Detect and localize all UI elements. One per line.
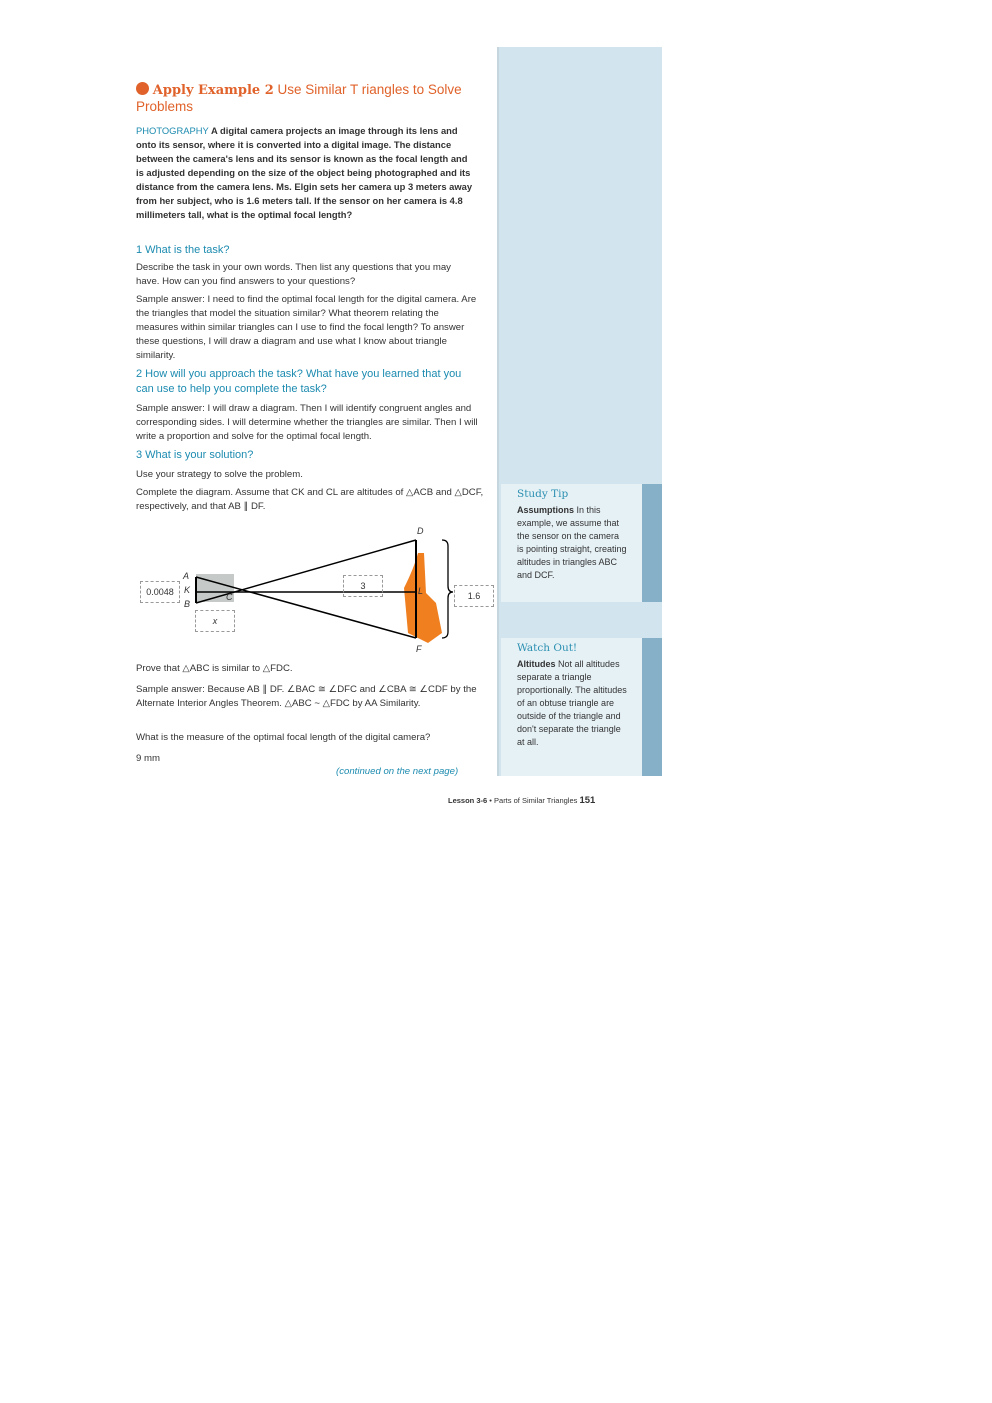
height-brace <box>442 540 453 638</box>
example-heading <box>136 82 476 115</box>
example-label: Apply Example 2 <box>152 83 274 98</box>
skateboarder-silhouette <box>404 553 442 643</box>
step3-prompt: Use your strategy to solve the problem. <box>136 469 303 480</box>
step1-answer: Sample answer: I need to find the optimal focal length for the digital camera. Are the triangles that model the situation similar? What theorem relating the measures within similar triangles can I use to find the focal length? To answer these questions, I will draw a diagram and use what I know about triangle similarity. <box>136 294 477 361</box>
study-tip-bold: Assumptions <box>517 505 575 515</box>
point-d-label: D <box>417 526 424 536</box>
sensor-height-box[interactable]: 0.0048 <box>140 581 180 603</box>
example-title: Use Similar T riangles to Solve Problems <box>136 82 462 114</box>
distance-box[interactable]: 3 <box>343 575 383 597</box>
problem-text <box>136 124 474 222</box>
step2-title: 2 How will you approach the task? What have you learned that you can use to help you complete the task? <box>136 368 462 395</box>
watch-out-bold: Altitudes <box>517 659 556 669</box>
footer-section: Parts of Similar Triangles <box>494 796 578 805</box>
step1-title: 1 What is the task? <box>136 244 230 256</box>
point-l-label: L <box>418 586 424 596</box>
footer-sep: • <box>489 796 492 805</box>
prove-answer: Sample answer: Because AB ∥ DF. ∠BAC ≅ ∠DFC and ∠CBA ≅ ∠CDF by the Alternate Interior Angles Theorem. △ABC ~ △FDC by AA Similarity. <box>136 684 477 709</box>
watch-out-stripe <box>642 638 662 776</box>
problem-body: A digital camera projects an image through its lens and onto its sensor, where it is converted into a digital image. The distance between the camera's lens and its sensor is known as the focal length and is adjusted depending on the size of the object being photographed and its distance from the camera lens. Ms. Elgin sets her camera up 3 meters away from her subject, who is 1.6 meters tall. If the sensor on her camera is 4.8 millimeters tall, what is the optimal focal length? <box>136 125 473 220</box>
watch-out-body: Not all altitudes separate a triangle proportionally. The altitudes of an obtuse triangle are outside of the triangle and don't separate the triangle at all. <box>517 659 627 747</box>
page-footer <box>448 795 595 806</box>
step2-answer: Sample answer: I will draw a diagram. Then I will identify congruent angles and corresponding sides. I will determine whether the triangles are similar. Then I will write a proportion and solve for the optimal focal length. <box>136 403 478 442</box>
problem-label: PHOTOGRAPHY <box>136 125 209 136</box>
diagram-prompt: Complete the diagram. Assume that CK and CL are altitudes of △ACB and △DCF, respectively, and that AB ∥ DF. <box>136 487 484 512</box>
globe-icon <box>136 82 149 95</box>
watch-out-text <box>517 658 627 749</box>
study-tip-title: Study Tip <box>517 488 569 500</box>
study-tip-box <box>501 484 642 602</box>
focal-answer[interactable]: 9 mm <box>136 753 160 764</box>
prove-prompt: Prove that △ABC is similar to △FDC. <box>136 663 293 674</box>
point-c-label: C <box>226 592 233 602</box>
step1-prompt: Describe the task in your own words. Then list any questions that you may have. How can you find answers to your questions? <box>136 262 451 287</box>
point-b-label: B <box>184 599 191 609</box>
subject-height-box[interactable]: 1.6 <box>454 585 494 607</box>
sidebar <box>497 47 662 776</box>
watch-out-title: Watch Out! <box>517 642 578 654</box>
page-number: 151 <box>579 795 596 806</box>
point-a-label: A <box>183 571 190 581</box>
study-tip-stripe <box>642 484 662 602</box>
watch-out-box <box>501 638 642 776</box>
point-f-label: F <box>416 644 422 654</box>
study-tip-body: In this example, we assume that the sensor on the camera is pointing straight, creating altitudes in triangles ABC and DCF. <box>517 505 627 580</box>
focal-length-box[interactable]: x <box>195 610 235 632</box>
footer-lesson: Lesson 3-6 <box>448 796 488 805</box>
focal-question: What is the measure of the optimal focal length of the digital camera? <box>136 732 431 743</box>
study-tip-text <box>517 504 627 582</box>
step3-title: 3 What is your solution? <box>136 449 254 461</box>
continued-note: (continued on the next page) <box>336 766 459 777</box>
point-k-label: K <box>184 585 191 595</box>
